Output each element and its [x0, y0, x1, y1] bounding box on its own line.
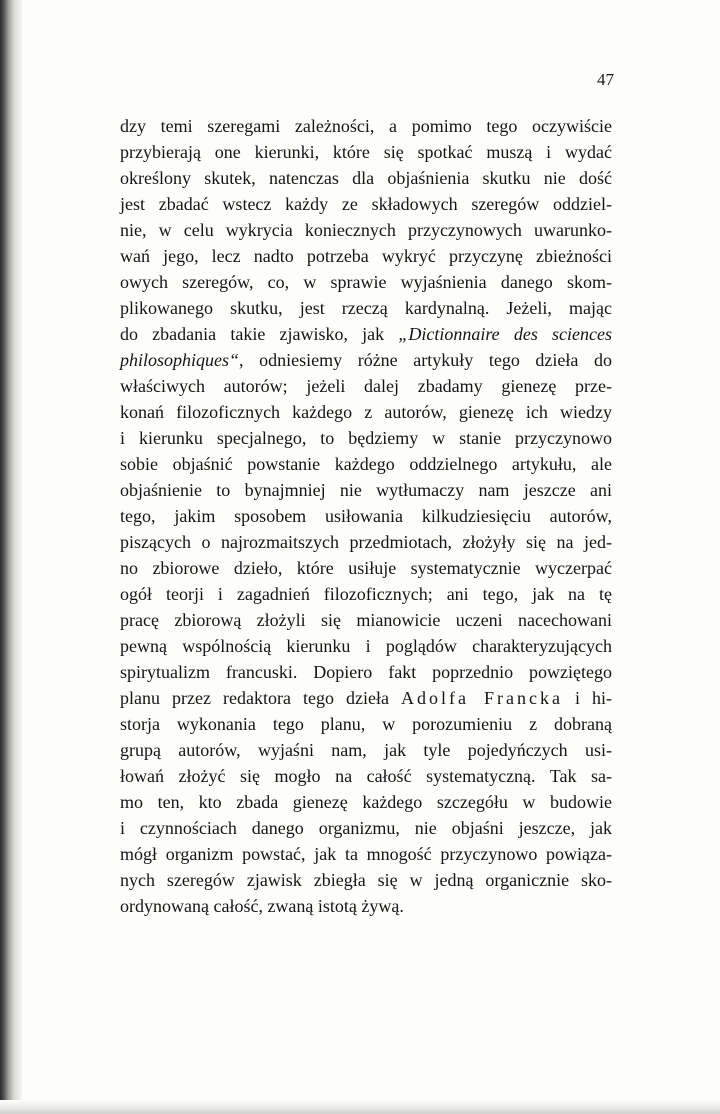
text-line: określony skutek, natenczas dla objaśnienia skutku nie dość [120, 168, 612, 188]
text-line: spirytualizm francuski. Dopiero fakt poprzednio powziętego [120, 662, 612, 682]
book-title-italic: „Dictionnaire des sciences [398, 324, 613, 344]
text-line: grupą autorów, wyjaśni nam, jak tyle pojedyńczych usi- [120, 740, 612, 760]
text-line: i kierunku specjalnego, to będziemy w stanie przyczynowo [120, 428, 612, 448]
text-line: właściwych autorów; jeżeli dalej zbadamy gienezę prze- [120, 376, 612, 396]
text-line: pracę zbiorową złożyli się mianowicie uczeni nacechowani [120, 610, 612, 630]
text-line: ordynowaną całość, zwaną istotą żywą. [120, 896, 404, 916]
text-line: dzy temi szeregami zależności, a pomimo tego oczywiście [120, 116, 612, 136]
text-line: objaśnienie to bynajmniej nie wytłumaczy nam jeszcze ani [120, 480, 612, 500]
text-line: przybierają one kierunki, które się spotkać muszą i wydać [120, 142, 612, 162]
text-line: nie, w celu wykrycia koniecznych przyczynowych uwarunko- [120, 220, 612, 240]
text-line: philosophiques“, odniesiemy różne artykuły tego dzieła do [120, 350, 612, 370]
text-line: sobie objaśnić powstanie każdego oddzielnego artykułu, ale [120, 454, 612, 474]
text-line: plikowanego skutku, jest rzeczą kardynalną. Jeżeli, mając [120, 298, 612, 318]
text-line: do zbadania takie zjawisko, jak „Dictionnaire des sciences [120, 324, 613, 344]
body-text [120, 113, 612, 919]
text-line: planu przez redaktora tego dzieła Adolfa Francka i hi- [120, 688, 612, 708]
page-number: 47 [597, 70, 614, 89]
text-line: konań filozoficznych każdego z autorów, gienezę ich wiedzy [120, 402, 612, 422]
text-line: nych szeregów zjawisk zbiegła się w jedną organicznie sko- [120, 870, 612, 890]
text-line: ogół teorji i zagadnień filozoficznych; ani tego, jak na tę [120, 584, 612, 604]
text-line: mógł organizm powstać, jak ta mnogość przyczynowo powiąza- [120, 844, 612, 864]
book-title-italic: philosophiques“ [120, 350, 240, 370]
text-line: piszących o najrozmaitszych przedmiotach, złożyły się na jed- [120, 532, 612, 552]
text-line: no zbiorowe dzieło, które usiłuje systematycznie wyczerpać [120, 558, 612, 578]
text-line: jest zbadać wstecz każdy ze składowych szeregów oddziel- [120, 194, 612, 214]
text-line: storja wykonania tego planu, w porozumieniu z dobraną [120, 714, 612, 734]
text-line: pewną wspólnością kierunku i poglądów charakteryzujących [120, 636, 612, 656]
text-line: łowań złożyć się mogło na całość systematyczną. Tak sa- [120, 766, 612, 786]
text-line: tego, jakim sposobem usiłowania kilkudziesięciu autorów, [120, 506, 612, 526]
text-line: owych szeregów, co, w sprawie wyjaśnienia danego skom- [120, 272, 612, 292]
page-bottom-edge [0, 1100, 720, 1114]
text-line: wań jego, lecz nadto potrzeba wykryć przyczynę zbieżności [120, 246, 612, 266]
text-line: mo ten, kto zbada gienezę każdego szczegółu w budowie [120, 792, 612, 812]
binding-shadow [0, 0, 22, 1114]
spaced-name: Adolfa Francka [400, 688, 563, 708]
text-line: i czynnościach danego organizmu, nie objaśni jeszcze, jak [120, 818, 612, 838]
